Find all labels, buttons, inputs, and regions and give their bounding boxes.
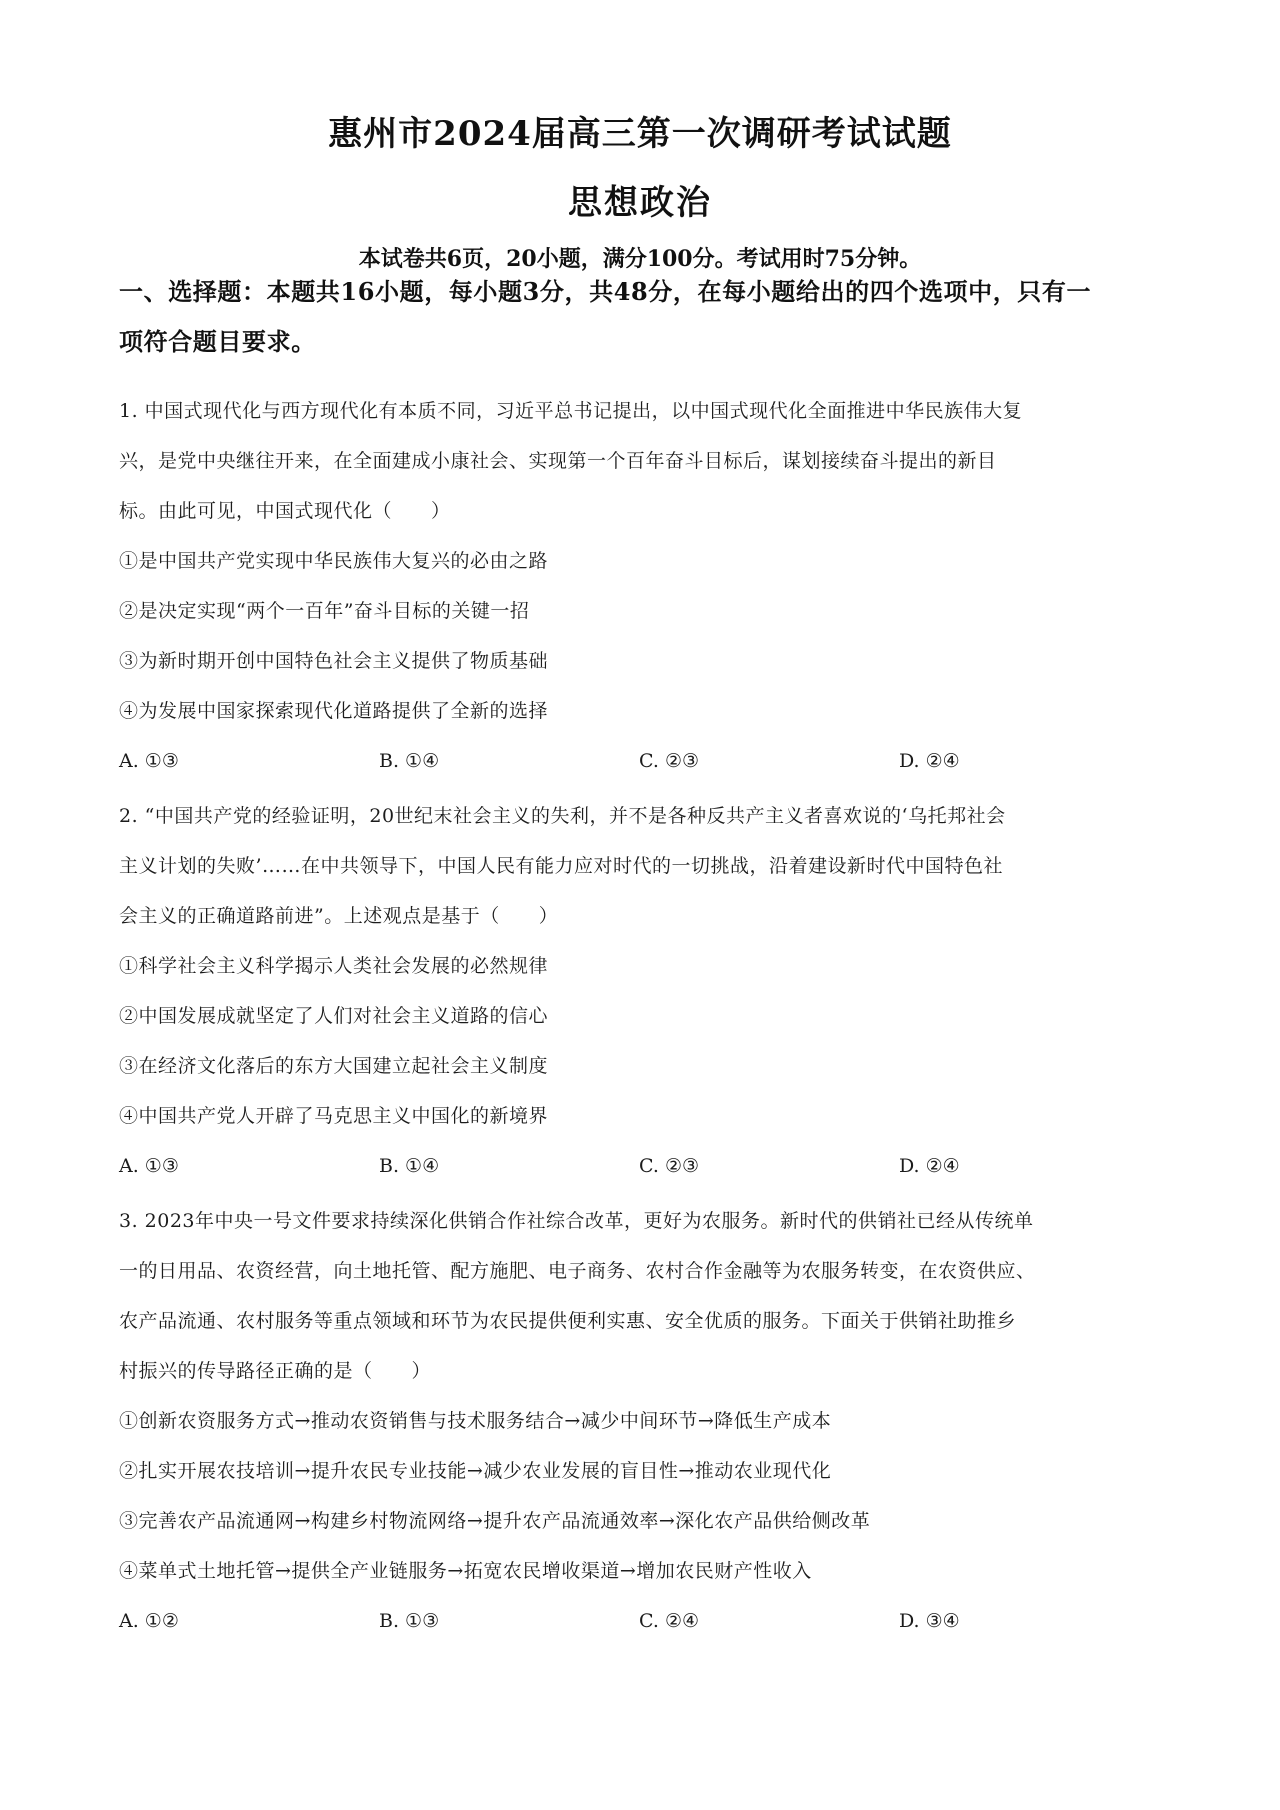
stem-line: 会主义的正确道路前进”。上述观点是基于（ ）	[119, 905, 559, 927]
stem-line: 1. 中国式现代化与西方现代化有本质不同，习近平总书记提出，以中国式现代化全面推进中华民族伟大复	[119, 400, 1023, 422]
stem-line: 一的日用品、农资经营，向土地托管、配方施肥、电子商务、农村合作金融等为农服务转变，在农资供应、	[119, 1260, 1036, 1282]
choice-a: A. ①③	[119, 1155, 179, 1177]
statement-1: ①科学社会主义科学揭示人类社会发展的必然规律	[119, 955, 549, 977]
stem-line: 2. “中国共产党的经验证明，20世纪末社会主义的失利，并不是各种反共产主义者喜欢说的‘乌托邦社会	[119, 805, 1006, 827]
exam-title: 惠州市2024届高三第一次调研考试试题	[328, 114, 952, 154]
choice-d: D. ②④	[899, 1155, 960, 1177]
stem-line: 农产品流通、农村服务等重点领域和环节为农民提供便利实惠、安全优质的服务。下面关于供销社助推乡	[119, 1310, 1017, 1332]
statement-2: ②是决定实现“两个一百年”奋斗目标的关键一招	[119, 600, 530, 622]
statement-2: ②中国发展成就坚定了人们对社会主义道路的信心	[119, 1005, 549, 1027]
choice-d: D. ③④	[899, 1610, 960, 1632]
stem-line: 标。由此可见，中国式现代化（ ）	[119, 500, 451, 522]
stem-line: 兴，是党中央继往开来，在全面建成小康社会、实现第一个百年奋斗目标后，谋划接续奋斗提出的新目	[119, 450, 997, 472]
choice-c: C. ②③	[639, 1155, 700, 1177]
answer-choices	[119, 1596, 1179, 1646]
statement-3: ③在经济文化落后的东方大国建立起社会主义制度	[119, 1055, 549, 1077]
question-stem	[119, 1196, 1179, 1396]
choice-a: A. ①②	[119, 1610, 179, 1632]
statement-2: ②扎实开展农技培训→提升农民专业技能→减少农业发展的盲目性→推动农业现代化	[119, 1460, 832, 1482]
choice-a: A. ①③	[119, 750, 179, 772]
choice-b: B. ①④	[379, 750, 440, 772]
choice-c: C. ②④	[639, 1610, 700, 1632]
section-heading-line: 项符合题目要求。	[119, 327, 316, 356]
statement-4: ④中国共产党人开辟了马克思主义中国化的新境界	[119, 1105, 549, 1127]
question-3	[119, 1196, 1179, 1646]
answer-choices	[119, 1141, 1179, 1191]
question-stem	[119, 386, 1179, 536]
section-heading	[119, 267, 1179, 367]
exam-info: 本试卷共6页，20小题，满分100分。考试用时75分钟。	[358, 246, 922, 272]
statement-4: ④为发展中国家探索现代化道路提供了全新的选择	[119, 700, 549, 722]
subject-title: 思想政治	[568, 183, 712, 223]
statement-1: ①创新农资服务方式→推动农资销售与技术服务结合→减少中间环节→降低生产成本	[119, 1410, 832, 1432]
statement-3: ③完善农产品流通网→构建乡村物流网络→提升农产品流通效率→深化农产品供给侧改革	[119, 1510, 871, 1532]
stem-line: 3. 2023年中央一号文件要求持续深化供销合作社综合改革，更好为农服务。新时代的供销社已经从传统单	[119, 1210, 1034, 1232]
choice-b: B. ①③	[379, 1610, 440, 1632]
answer-choices	[119, 736, 1179, 786]
stem-line: 村振兴的传导路径正确的是（ ）	[119, 1360, 432, 1382]
statement-4: ④菜单式土地托管→提供全产业链服务→拓宽农民增收渠道→增加农民财产性收入	[119, 1560, 812, 1582]
choice-b: B. ①④	[379, 1155, 440, 1177]
choice-c: C. ②③	[639, 750, 700, 772]
question-1	[119, 386, 1179, 786]
question-2	[119, 791, 1179, 1191]
choice-d: D. ②④	[899, 750, 960, 772]
section-heading-line: 一、选择题：本题共16小题，每小题3分，共48分，在每小题给出的四个选项中，只有一	[119, 277, 1092, 306]
question-stem	[119, 791, 1179, 941]
stem-line: 主义计划的失败’……在中共领导下，中国人民有能力应对时代的一切挑战，沿着建设新时代中国特色社	[119, 855, 1004, 877]
statement-3: ③为新时期开创中国特色社会主义提供了物质基础	[119, 650, 549, 672]
statement-1: ①是中国共产党实现中华民族伟大复兴的必由之路	[119, 550, 549, 572]
